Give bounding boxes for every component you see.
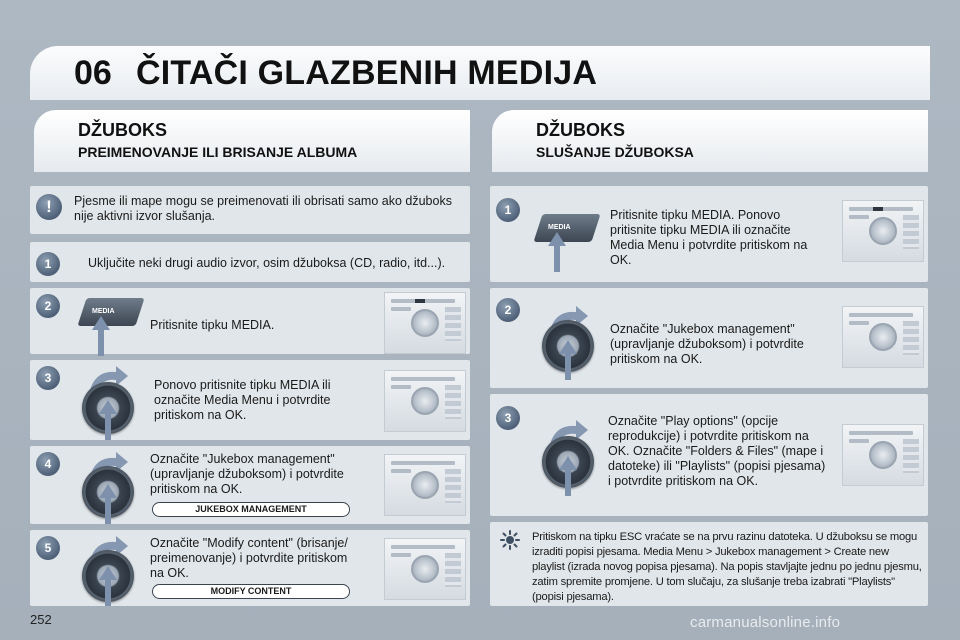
console-thumbnail [384, 370, 466, 432]
up-arrow-icon [559, 456, 577, 496]
chapter-number: 06 [74, 54, 112, 92]
right-step-2-text: Označite "Jukebox management" (upravljanje džuboksom) i potvrdite pritiskom na OK. [610, 322, 804, 366]
left-step-2-text: Pritisnite tipku MEDIA. [150, 318, 275, 332]
left-step-1-box [30, 242, 470, 282]
media-button-icon: MEDIA [533, 214, 600, 242]
left-step-3-text: Ponovo pritisnite tipku MEDIA ili označite Media Menu i potvrdite pritiskom na OK. [154, 378, 331, 422]
right-step-1-text: Pritisnite tipku MEDIA. Ponovo pritisnite tipku MEDIA ili označite Media Menu i potvrdite pritiskom na OK. [610, 208, 808, 267]
console-thumbnail [842, 424, 924, 486]
watermark: carmanualsonline.info [690, 614, 841, 631]
up-arrow-icon [548, 232, 566, 272]
left-section-header [34, 110, 470, 172]
right-step-3-badge: 3 [496, 406, 520, 430]
left-section-heading: DŽUBOKS [78, 120, 167, 140]
console-thumbnail [842, 306, 924, 368]
exclamation-icon: ! [36, 194, 62, 220]
console-thumbnail [384, 454, 466, 516]
left-step-3-badge: 3 [36, 366, 60, 390]
modify-content-label: MODIFY CONTENT [152, 584, 350, 599]
up-arrow-icon [559, 340, 577, 380]
page-number: 252 [30, 612, 52, 627]
left-section-subheading: PREIMENOVANJE ILI BRISANJE ALBUMA [78, 144, 358, 160]
media-button-icon: MEDIA [77, 298, 144, 326]
right-step-3-text: Označite "Play options" (opcije reprodukcije) i potvrdite pritiskom na OK. Označite "Folders & Files" (mape i datoteke) ili "Playlists" (popisi pjesama) i potvrdite pritiskom na OK. [608, 414, 826, 488]
left-step-5-text: Označite "Modify content" (brisanje/ preimenovanje) i potvrdite pritiskom na OK. [150, 536, 348, 580]
left-step-1-text: Uključite neki drugi audio izvor, osim džuboksa (CD, radio, itd...). [88, 256, 446, 270]
right-section-heading: DŽUBOKS [536, 120, 625, 140]
right-step-2-badge: 2 [496, 298, 520, 322]
console-thumbnail [384, 538, 466, 600]
left-step-4-badge: 4 [36, 452, 60, 476]
up-arrow-icon [99, 566, 117, 606]
warning-text: Pjesme ili mape mogu se preimenovati ili obrisati samo ako džuboks nije aktivni izvor slušanja. [74, 194, 452, 223]
info-box [490, 522, 928, 606]
right-step-1-badge: 1 [496, 198, 520, 222]
left-step-5-badge: 5 [36, 536, 60, 560]
left-step-4-text: Označite "Jukebox management" (upravljanje džuboksom) i potvrdite pritiskom na OK. [150, 452, 344, 496]
left-step-2-badge: 2 [36, 294, 60, 318]
up-arrow-icon [99, 484, 117, 524]
up-arrow-icon [92, 316, 110, 356]
up-arrow-icon [99, 400, 117, 440]
sun-tip-icon [500, 530, 520, 550]
console-thumbnail [384, 292, 466, 354]
jukebox-management-label: JUKEBOX MANAGEMENT [152, 502, 350, 517]
chapter-title: ČITAČI GLAZBENIH MEDIJA [136, 54, 598, 92]
right-section-header [492, 110, 928, 172]
warning-box [30, 186, 470, 234]
right-section-subheading: SLUŠANJE DŽUBOKSA [536, 144, 694, 160]
left-step-1-badge: 1 [36, 252, 60, 276]
console-thumbnail [842, 200, 924, 262]
info-text: Pritiskom na tipku ESC vraćate se na prvu razinu datoteka. U džuboksu se mogu izraditi popisi pjesama. Media Menu > Jukebox management > Create new playlist (izrada novog popisa pjesama). Na popis stavljajte jednu po jednu pjesmu, zatim spremite promjene. U tom slučaju, za slušanje treba izabrati "Playlists" (popisi pjesama). [532, 531, 922, 603]
